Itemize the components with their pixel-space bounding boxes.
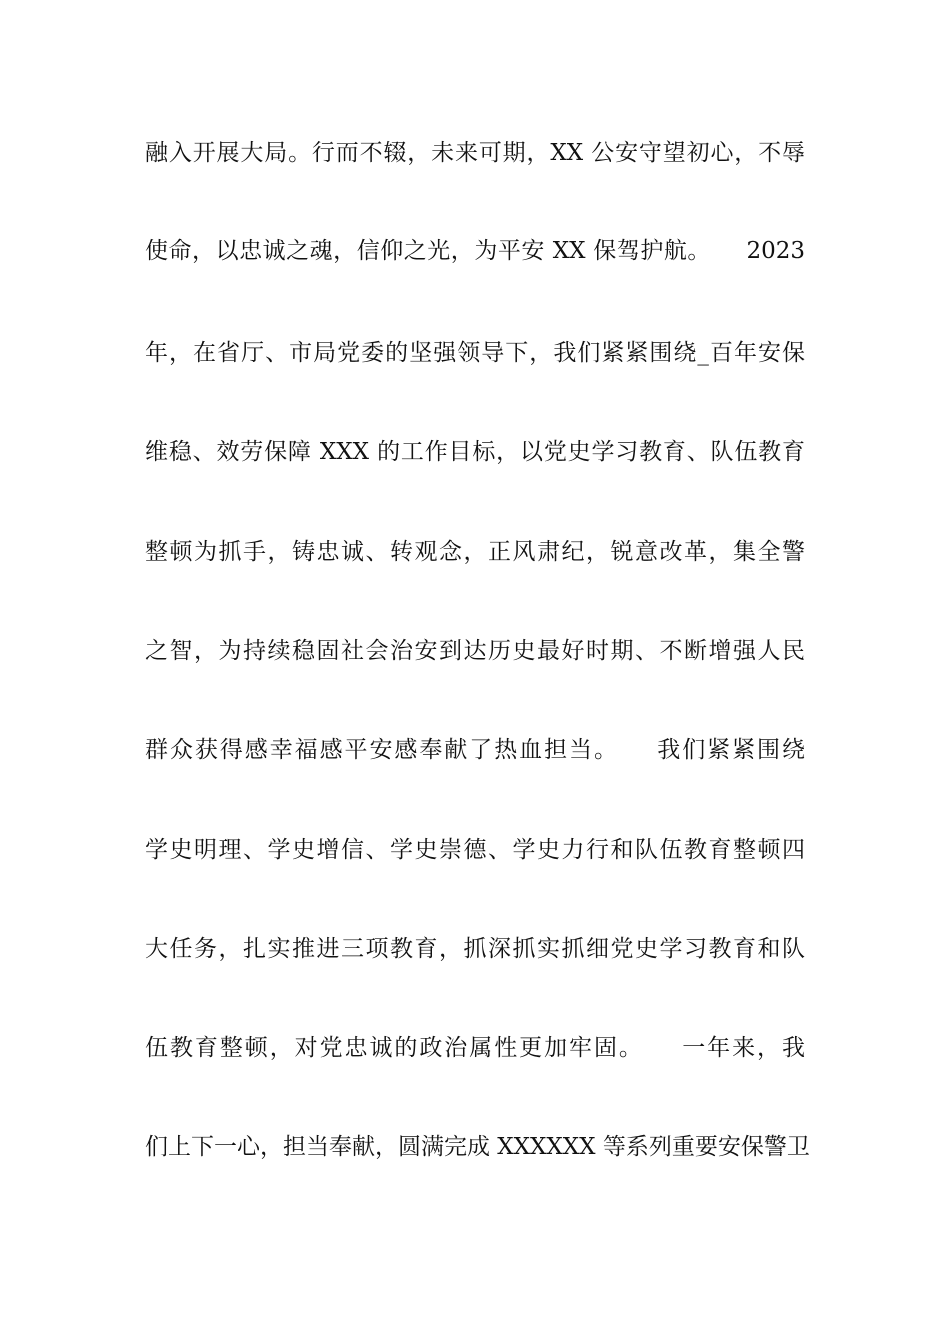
- text-line: 之智，为持续稳固社会治安到达历史最好时期、不断增强人民: [145, 638, 805, 664]
- text-line: 大任务，扎实推进三项教育，抓深抓实抓细党史学习教育和队: [145, 936, 805, 962]
- text-line: 伍教育整顿，对党忠诚的政治属性更加牢固。 一年来，我: [145, 1035, 805, 1061]
- text-line: 们上下一心，担当奉献，圆满完成 XXXXXX 等系列重要安保警卫: [145, 1134, 810, 1160]
- text-line: 使命，以忠诚之魂，信仰之光，为平安 XX 保驾护航。 2023: [145, 238, 805, 264]
- text-line: 维稳、效劳保障 XXX 的工作目标，以党史学习教育、队伍教育: [145, 439, 805, 465]
- text-line: 群众获得感幸福感平安感奉献了热血担当。 我们紧紧围绕: [145, 737, 805, 763]
- text-line: 年，在省厅、市局党委的坚强领导下，我们紧紧围绕_百年安保: [145, 340, 805, 366]
- text-line: 整顿为抓手，铸忠诚、转观念，正风肃纪，锐意改革，集全警: [145, 539, 805, 565]
- text-line: 学史明理、学史增信、学史崇德、学史力行和队伍教育整顿四: [145, 837, 805, 863]
- text-line: 融入开展大局。行而不辍，未来可期，XX 公安守望初心，不辱: [145, 140, 805, 166]
